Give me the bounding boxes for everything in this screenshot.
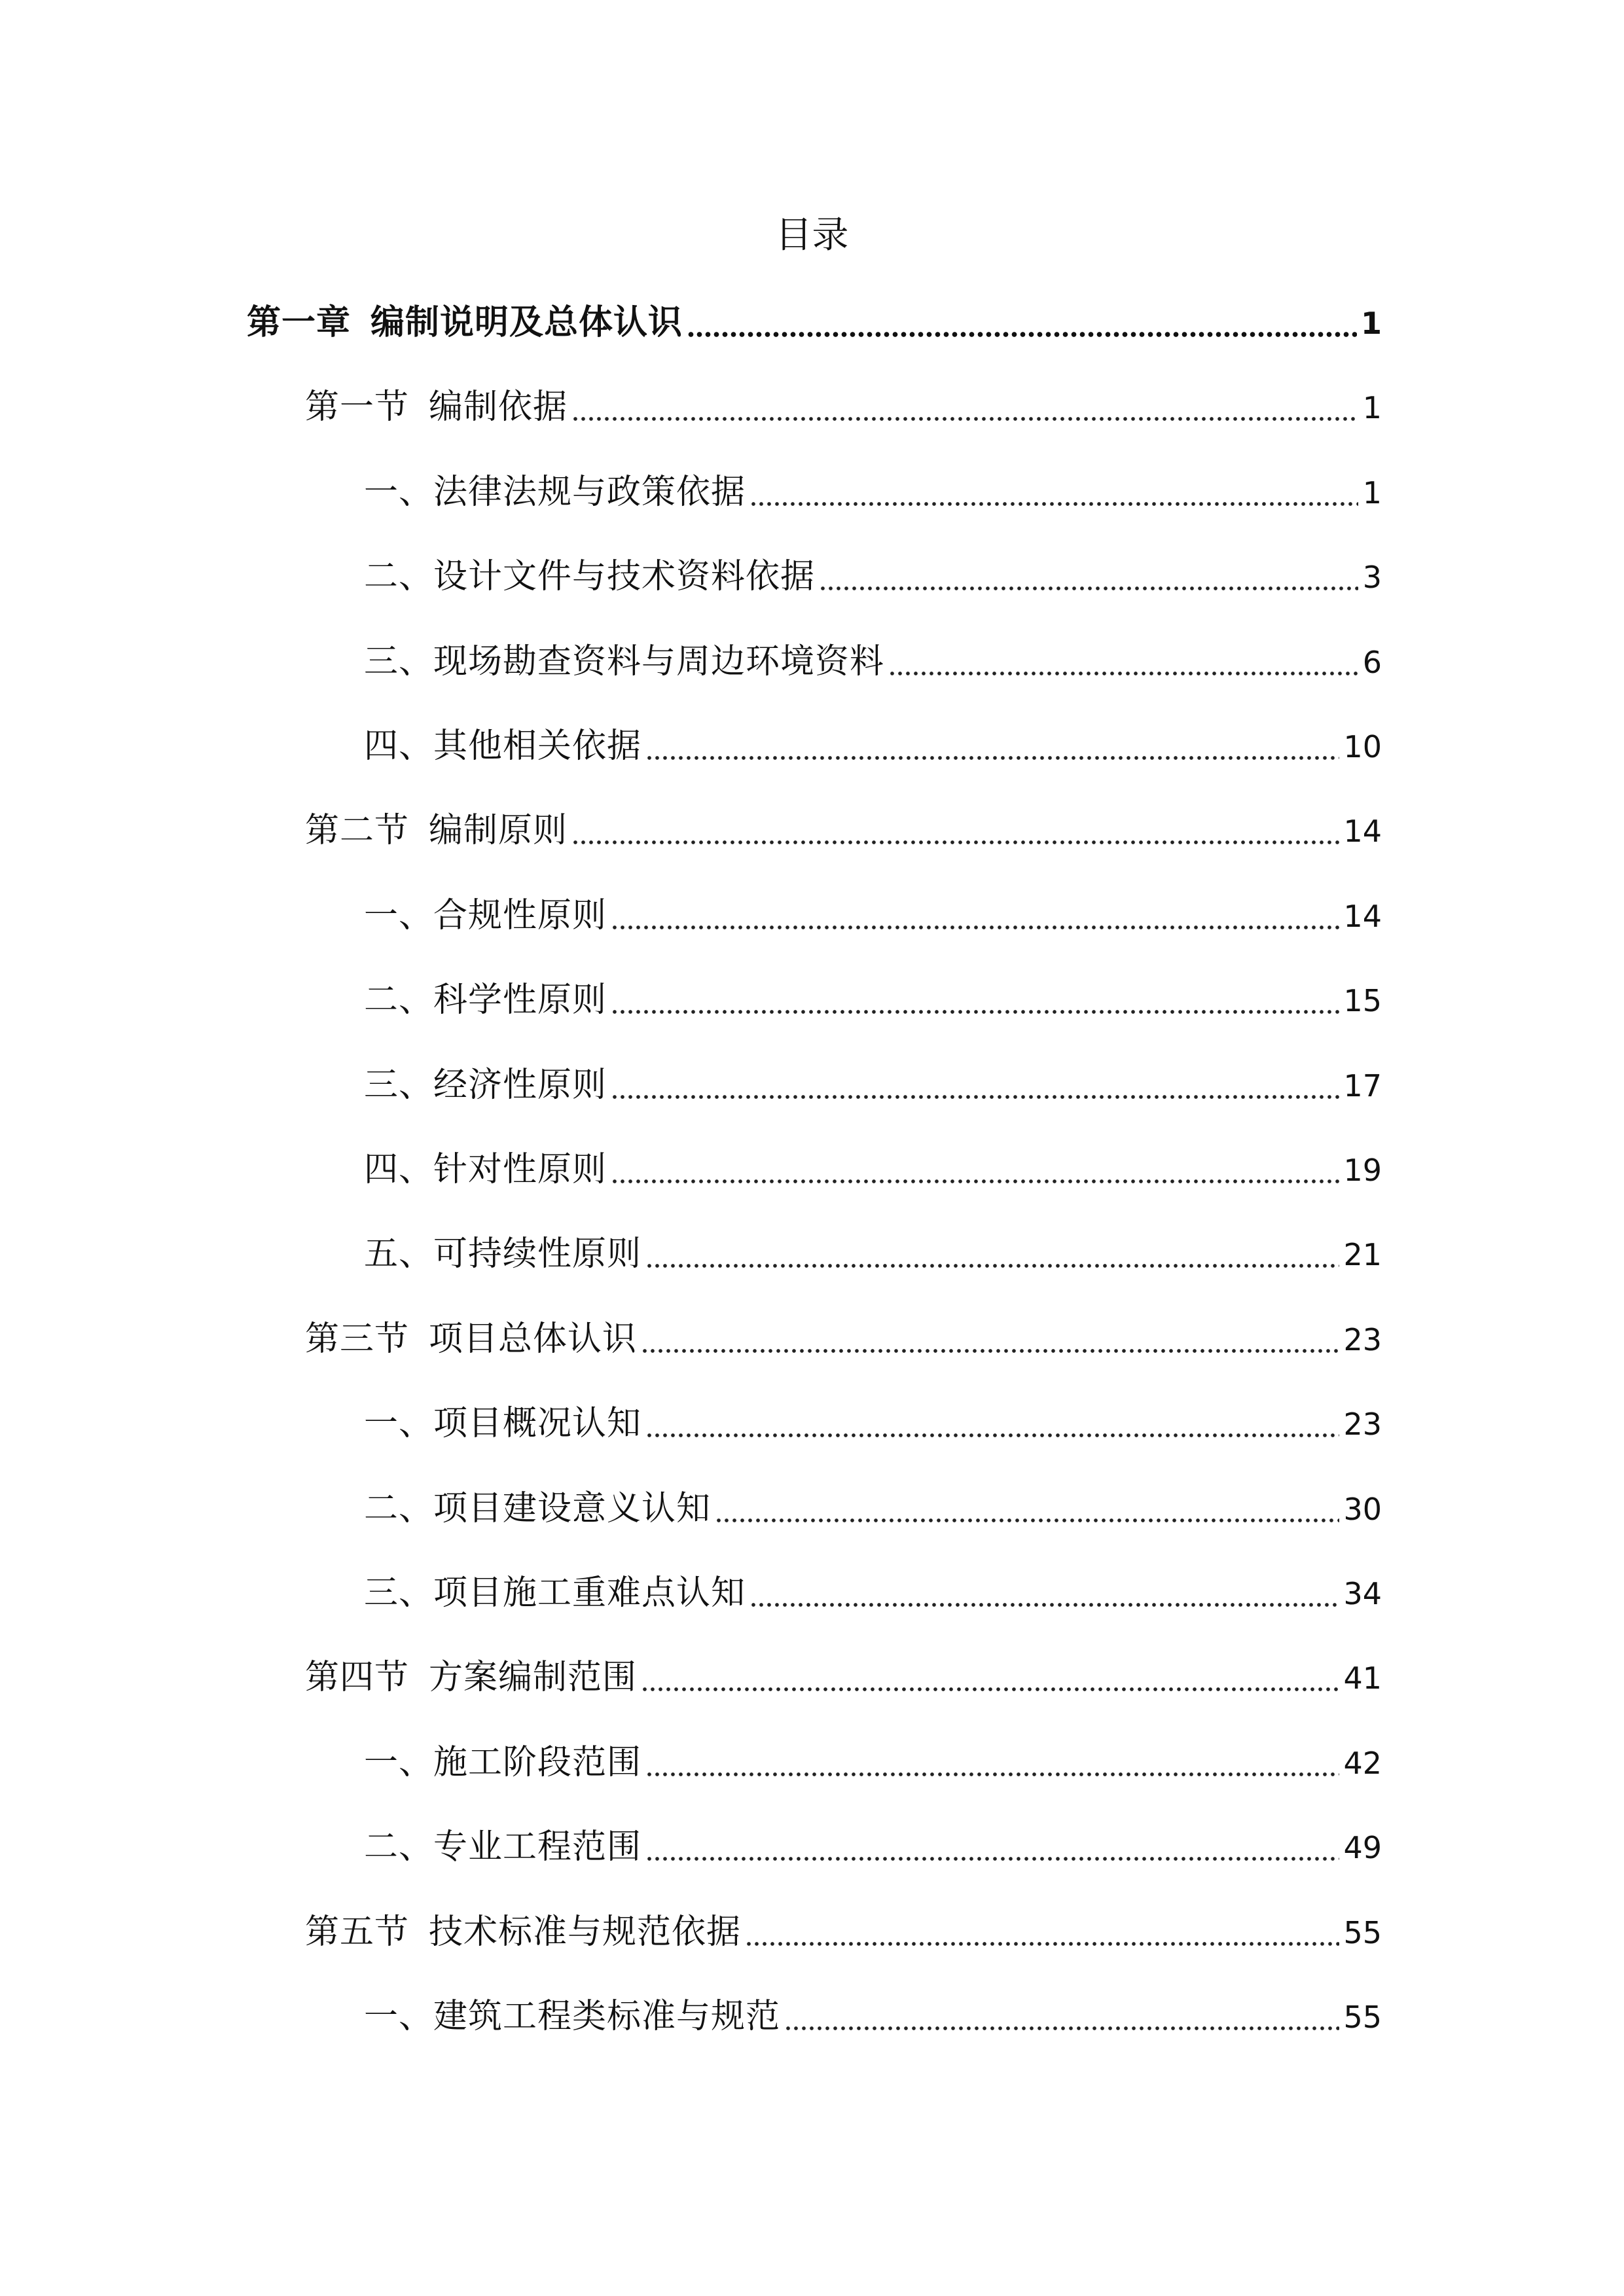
toc-entry-title: 经济性原则	[433, 1066, 607, 1105]
toc-entry-text	[364, 1140, 607, 1199]
toc-page-number: 55	[1343, 2000, 1382, 2035]
toc-page-number: 1	[1362, 475, 1382, 511]
toc-entry-text	[364, 547, 815, 606]
toc-entry-level-3[interactable]	[364, 1394, 1382, 1453]
toc-entry-title: 科学性原则	[433, 980, 607, 1020]
toc-entry-level-3[interactable]	[364, 547, 1382, 606]
toc-entry-title: 针对性原则	[433, 1150, 607, 1189]
toc-entry-title: 技术标准与规范依据	[429, 1912, 742, 1952]
toc-entry-label: 三、	[364, 642, 434, 681]
toc-entry-title: 编制原则	[429, 811, 568, 850]
toc-entry-text	[364, 1733, 641, 1792]
toc-entry-title: 项目总体认识	[429, 1319, 638, 1359]
toc-page-number: 42	[1343, 1746, 1382, 1781]
toc-entry-level-3[interactable]	[364, 717, 1382, 776]
toc-entry-label: 三、	[364, 1066, 434, 1105]
toc-dot-leader	[641, 1686, 1339, 1693]
toc-entry-title: 项目概况认知	[433, 1404, 642, 1443]
toc-entry-level-3[interactable]	[364, 971, 1382, 1030]
toc-entry-text	[305, 1903, 741, 1962]
toc-entry-label: 一、	[364, 473, 434, 512]
toc-page-number: 1	[1360, 306, 1382, 341]
toc-entry-text	[364, 971, 607, 1030]
toc-dot-leader	[611, 924, 1339, 931]
toc-entry-level-3[interactable]	[364, 632, 1382, 691]
toc-entry-text	[364, 886, 607, 945]
toc-dot-leader	[611, 1178, 1339, 1185]
toc-entry-level-2[interactable]	[305, 801, 1382, 860]
toc-entry-title: 现场勘查资料与周边环境资料	[433, 642, 885, 681]
toc-page-number: 55	[1343, 1915, 1382, 1950]
toc-page-number: 30	[1343, 1492, 1382, 1527]
toc-entry-label: 第二节	[305, 811, 410, 850]
toc-dot-leader	[641, 1348, 1339, 1354]
toc-page-number: 21	[1343, 1237, 1382, 1272]
toc-dot-leader	[611, 1094, 1339, 1100]
toc-dot-leader	[784, 2025, 1339, 2032]
toc-entry-text	[305, 1648, 637, 1707]
toc-dot-leader	[645, 1856, 1339, 1862]
toc-entry-label: 第一章	[247, 303, 352, 342]
toc-page-number: 19	[1343, 1153, 1382, 1188]
toc-entry-title: 项目施工重难点认知	[433, 1573, 746, 1613]
toc-dot-leader	[749, 501, 1358, 507]
toc-dot-leader	[888, 670, 1358, 677]
toc-entry-text	[364, 1818, 641, 1876]
toc-entry-text	[364, 1225, 641, 1283]
toc-dot-leader	[715, 1517, 1339, 1524]
toc-page-number: 23	[1343, 1322, 1382, 1357]
toc-entry-level-3[interactable]	[364, 1818, 1382, 1876]
toc-entry-level-3[interactable]	[364, 1225, 1382, 1283]
toc-entry-level-2[interactable]	[305, 1310, 1382, 1369]
toc-entry-label: 一、	[364, 1743, 434, 1782]
toc-page-number: 6	[1362, 645, 1382, 680]
toc-dot-leader	[749, 1602, 1339, 1608]
toc-title: 目录	[775, 214, 849, 257]
toc-entry-label: 第一节	[305, 387, 410, 427]
toc-page-number: 10	[1343, 729, 1382, 764]
toc-dot-leader	[745, 1941, 1339, 1947]
toc-entry-level-2[interactable]	[305, 1903, 1382, 1962]
toc-page-number: 1	[1362, 390, 1382, 425]
toc-page-number: 49	[1343, 1830, 1382, 1865]
toc-entry-text	[364, 1564, 746, 1623]
toc-entry-title: 施工阶段范围	[433, 1743, 642, 1782]
toc-entry-level-2[interactable]	[305, 378, 1382, 437]
toc-entry-text	[364, 1987, 780, 2046]
toc-page-number: 23	[1343, 1407, 1382, 1442]
toc-entry-label: 二、	[364, 980, 434, 1020]
toc-entry-label: 第四节	[305, 1658, 410, 1697]
toc-entry-title: 方案编制范围	[429, 1658, 638, 1697]
toc-entry-text	[364, 1056, 607, 1115]
toc-entry-title: 专业工程范围	[433, 1827, 642, 1867]
toc-entry-label: 五、	[364, 1234, 434, 1274]
toc-entry-level-3[interactable]	[364, 1056, 1382, 1115]
toc-entry-title: 可持续性原则	[433, 1234, 642, 1274]
toc-dot-leader	[571, 416, 1358, 422]
toc-entry-title: 设计文件与技术资料依据	[433, 557, 816, 596]
toc-entry-label: 第五节	[305, 1912, 410, 1952]
toc-entry-level-3[interactable]	[364, 886, 1382, 945]
toc-dot-leader	[645, 1771, 1339, 1778]
toc-entry-text	[364, 717, 641, 776]
toc-entry-text	[305, 801, 568, 860]
toc-entry-title: 其他相关依据	[433, 726, 642, 766]
toc-dot-leader	[645, 1432, 1339, 1439]
toc-entry-level-3[interactable]	[364, 463, 1382, 522]
toc-dot-leader	[611, 1009, 1339, 1015]
toc-dot-leader	[687, 331, 1357, 338]
toc-entry-label: 二、	[364, 557, 434, 596]
toc-entry-text	[364, 1394, 641, 1453]
toc-entry-label: 四、	[364, 1150, 434, 1189]
toc-entry-label: 一、	[364, 896, 434, 935]
toc-entry-text	[364, 1479, 711, 1538]
toc-entry-label: 三、	[364, 1573, 434, 1613]
toc-entry-label: 第三节	[305, 1319, 410, 1359]
toc-entry-text	[305, 378, 568, 437]
toc-page-number: 14	[1343, 814, 1382, 849]
toc-entry-text	[247, 293, 683, 352]
toc-entry-title: 法律法规与政策依据	[433, 473, 746, 512]
toc-page-number: 14	[1343, 899, 1382, 934]
toc-entry-title: 编制依据	[429, 387, 568, 427]
toc-entry-text	[305, 1310, 637, 1369]
toc-entry-title: 编制说明及总体认识	[370, 303, 683, 342]
toc-entry-text	[364, 463, 746, 522]
toc-dot-leader	[571, 839, 1339, 846]
toc-entry-label: 二、	[364, 1827, 434, 1867]
toc-entry-label: 一、	[364, 1997, 434, 2036]
toc-page-number: 15	[1343, 983, 1382, 1018]
toc-page-number: 34	[1343, 1576, 1382, 1611]
toc-entry-label: 二、	[364, 1489, 434, 1528]
toc-entry-label: 一、	[364, 1404, 434, 1443]
toc-entry-title: 项目建设意义认知	[433, 1489, 712, 1528]
toc-entry-label: 四、	[364, 726, 434, 766]
toc-entry-level-1[interactable]	[247, 293, 1382, 352]
toc-entry-title: 合规性原则	[433, 896, 607, 935]
toc-page-number: 3	[1362, 560, 1382, 595]
toc-entry-level-2[interactable]	[305, 1648, 1382, 1707]
toc-page-number: 17	[1343, 1068, 1382, 1103]
toc-entry-level-3[interactable]	[364, 1140, 1382, 1199]
toc-entry-level-3[interactable]	[364, 1479, 1382, 1538]
toc-dot-leader	[645, 1263, 1339, 1269]
toc-entry-level-3[interactable]	[364, 1987, 1382, 2046]
toc-entry-level-3[interactable]	[364, 1733, 1382, 1792]
toc-dot-leader	[819, 585, 1358, 592]
toc-entry-level-3[interactable]	[364, 1564, 1382, 1623]
toc-dot-leader	[645, 755, 1339, 761]
toc-page-number: 41	[1343, 1660, 1382, 1696]
toc-entry-title: 建筑工程类标准与规范	[433, 1997, 781, 2036]
toc-entry-text	[364, 632, 884, 691]
